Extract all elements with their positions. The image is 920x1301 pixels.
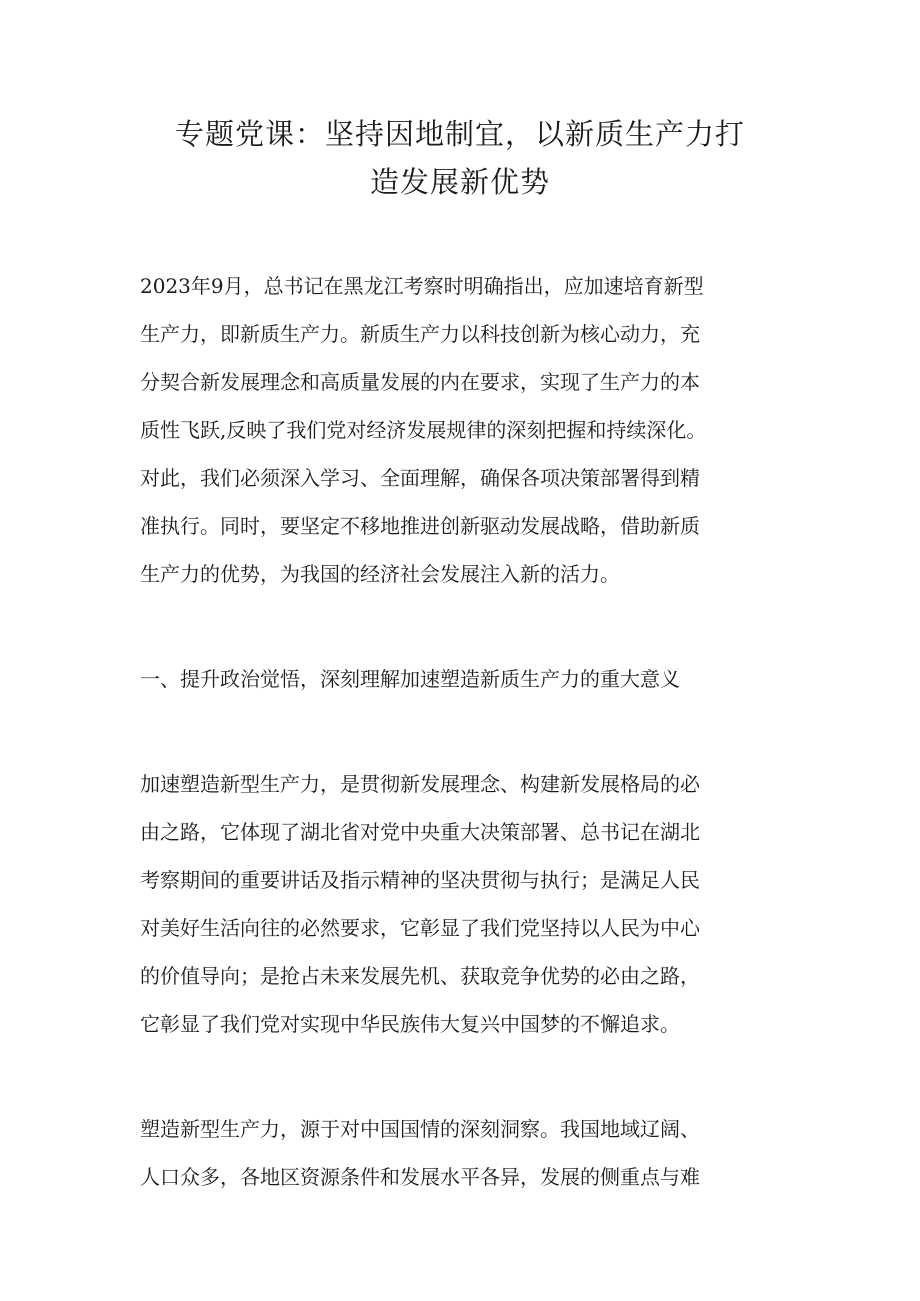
paragraph-line: 人口众多，各地区资源条件和发展水平各异，发展的侧重点与难: [140, 1165, 700, 1189]
paragraph-line: 它彰显了我们党对实现中华民族伟大复兴中国梦的不懈追求。: [140, 1012, 680, 1036]
paragraph-line: 塑造新型生产力，源于对中国国情的深刻洞察。我国地域辽阔、: [140, 1117, 700, 1141]
paragraph-line: 生产力，即新质生产力。新质生产力以科技创新为核心动力，充: [140, 322, 700, 346]
paragraph-line: 对此，我们必须深入学习、全面理解，确保各项决策部署得到精: [140, 466, 700, 490]
paragraph-line: 质性飞跃,反映了我们党对经济发展规律的深刻把握和持续深化。: [140, 418, 707, 442]
section-heading: 一、提升政治觉悟，深刻理解加速塑造新质生产力的重大意义: [140, 667, 680, 691]
paragraph-intro: [140, 262, 786, 598]
paragraph-line: 加速塑造新型生产力，是贯彻新发展理念、构建新发展格局的必: [140, 772, 700, 796]
title-line: 造发展新优势: [369, 165, 550, 199]
paragraph-line: 对美好生活向往的必然要求，它彰显了我们党坚持以人民为中心: [140, 916, 700, 940]
paragraph-national-conditions: [140, 1105, 786, 1201]
paragraph-line: 2023年9月，总书记在黑龙江考察时明确指出，应加速培育新型: [140, 274, 704, 298]
title-line: 专题党课：坚持因地制宜，以新质生产力打: [174, 117, 745, 151]
paragraph-line: 准执行。同时，要坚定不移地推进创新驱动发展战略，借助新质: [140, 514, 700, 538]
paragraph-line: 的价值导向；是抢占未来发展先机、获取竞争优势的必由之路，: [140, 964, 700, 988]
paragraph-line: 分契合新发展理念和高质量发展的内在要求，实现了生产力的本: [140, 370, 700, 394]
paragraph-line: 由之路，它体现了湖北省对党中央重大决策部署、总书记在湖北: [140, 820, 700, 844]
paragraph-line: 生产力的优势，为我国的经济社会发展注入新的活力。: [140, 562, 620, 586]
paragraph-significance: [140, 760, 786, 1048]
document-title: [120, 110, 800, 206]
paragraph-line: 考察期间的重要讲话及指示精神的坚决贯彻与执行；是满足人民: [140, 868, 700, 892]
